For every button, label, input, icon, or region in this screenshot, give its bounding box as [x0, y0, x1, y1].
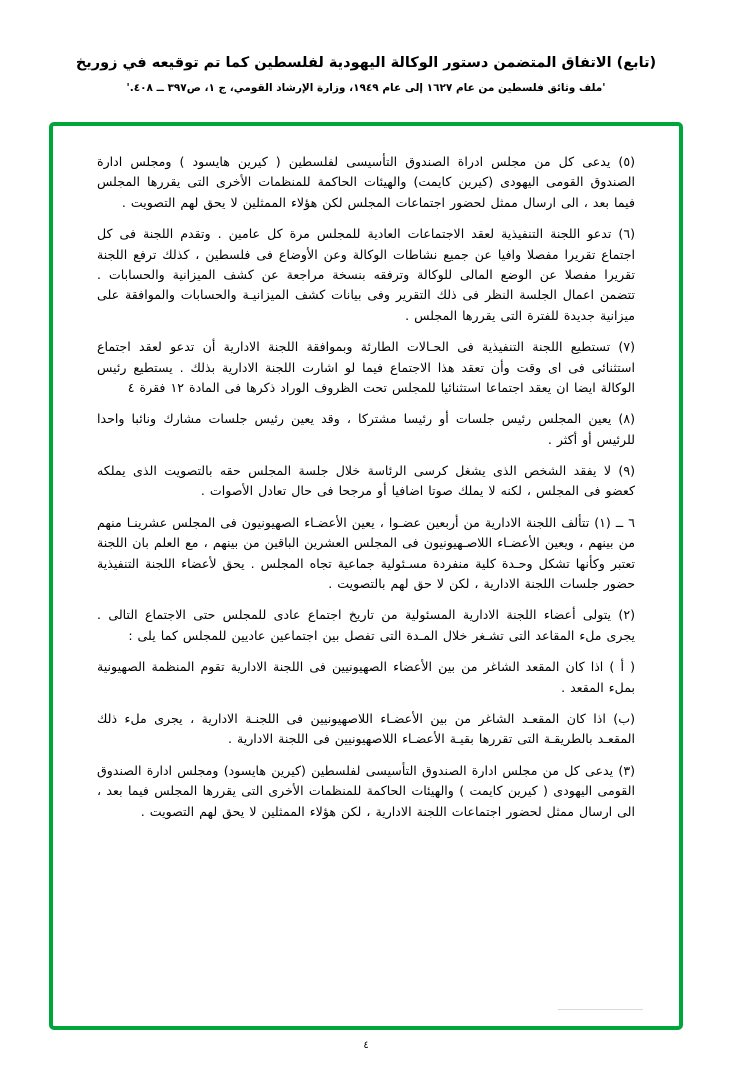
page-subtitle: 'ملف وثائق فلسطين من عام ١٦٢٧ إلى عام ١٩٤٩، وزارة الإرشاد القومي، ج ١، ص٣٩٧ ــ ٤٠٨.'	[126, 81, 606, 94]
body-paragraph: (٣) يدعى كل من مجلس ادارة الصندوق التأسيسى لفلسطين (كيرين هايسود) ومجلس ادارة الصندوق القومى اليهودى ( كيرين كايمت ) والهيئات الحاكمة للمنظمات الأخرى التى يقررها المجلس فيما بعد ، الى ارسال ممثل لحضور اجتماعات اللجنة الادارية ، لكن هؤلاء الممثلين لا يحق لهم التصويت .	[97, 762, 635, 819]
body-paragraph: (٧) تستطيع اللجنة التنفيذية فى الحـالات الطارئة وبموافقة اللجنة الادارية أن تدعو لعقد اجتماع استثنائى فى اى وقت وأن تعقد هذا الاجتماع فيما لو اشارت اللجنة الادارية بذلك . يستطيع رئيس الوكالة ايضا ان يعقد اجتماعا استثنائيا للمجلس تحت الظروف الوراد ذكرها فى المادة ١٢ فقرة ٤	[97, 339, 635, 395]
body-paragraph: (٨) يعين المجلس رئيس جلسات أو رئيسا مشتركا ، وقد يعين رئيس جلسات مشارك ونائبا واحدا للرئيس أو أكثر .	[97, 411, 635, 447]
body-paragraph: (٥) يدعى كل من مجلس ادراة الصندوق التأسيسى لفلسطين ( كيرين هايسود ) ومجلس ادارة الصندوق القومى اليهودى (كيرين كايمت) والهيئات الحاكمة للمنظمات الأخرى التى يقررها المجلس فيما بعد ، الى ارسال ممثل لحضور اجتماعات المجلس لكن هؤلاء الممثلين لا يحق لهم التصويت .	[97, 154, 635, 210]
content-body	[53, 126, 679, 1026]
body-paragraph: (٦) تدعو اللجنة التنفيذية لعقد الاجتماعات العادية للمجلس مرة كل عامين . وتقدم اللجنة فى كل اجتماع تقريرا مفصلا وافيا عن جميع نشاطات الوكالة وعن الأوضاع فى فلسطين ، كذلك ترفع اللجنة تقريرا مفصلا عن الوضع المالى للوكالة وترفقه بنسخة مراجعة عن كشف الميزانية والحسابات . تتضمن اعمال الجلسة النظر فى ذلك التقرير وفى بيانات كشف الميزانيـة والحسابات والموافقة على ميزانية جديدة للفترة التى يقررها المجلس .	[97, 226, 635, 323]
decorative-rule	[558, 1009, 643, 1010]
body-paragraph: (٩) لا يفقد الشخص الذى يشغل كرسى الرئاسة خلال جلسة المجلس حقه بالتصويت الذى يملكه كعضو فى المجلس ، لكنه لا يملك صوتا اضافيا أو مرجحا فى حال تعادل الأصوات .	[97, 463, 635, 499]
page-header	[0, 0, 732, 94]
page-title: (تابع) الاتفاق المتضمن دستور الوكالة اليهودية لفلسطين كما تم توقيعه في زوريخ	[75, 55, 657, 71]
body-paragraph: ٦ ــ (١) تتألف اللجنة الادارية من أربعين عضـوا ، يعين الأعضـاء الصهيونيون فى المجلس عشرينـا منهم من بينهم ، ويعين الأعضـاء اللاصـهيونيون فى المجلس العشرين الباقين من بينهم ، مع العلم بان اللجنة تعتبر وكأنها تشكل وحـدة كلية منفردة مسـئولية جماعية تجاه المجلس . يحق لأعضاء اللجنة التنفيذية حضور جلسات اللجنة الادارية ، لكن لا حق لهم بالتصويت .	[97, 514, 635, 592]
page-number: ٤	[363, 1040, 369, 1051]
content-frame	[49, 122, 683, 1030]
body-paragraph: (ب) اذا كان المقعـد الشاغر من بين الأعضـاء اللاصهيونيين فى اللجنـة الادارية ، يجرى ملء ذلك المقعـد بالطريقـة التى تقررها بقيـة الأعضـاء اللاصهيونيين فى اللجنة الادارية .	[97, 710, 635, 747]
body-paragraph: (٢) يتولى أعضاء اللجنة الادارية المسئولية من تاريخ اجتماع عادى للمجلس حتى الاجتماع التالى . يجرى ملء المقاعد التى تشـغر خلال المـدة التى تفصل بين اجتماعين عاديين للمجلس كما يلى :	[97, 607, 635, 643]
body-paragraph: ( أ ) اذا كان المقعد الشاغر من بين الأعضاء الصهيونيين فى اللجنة الادارية تقوم المنظمة الصهيونية بملء المقعد .	[97, 659, 635, 695]
